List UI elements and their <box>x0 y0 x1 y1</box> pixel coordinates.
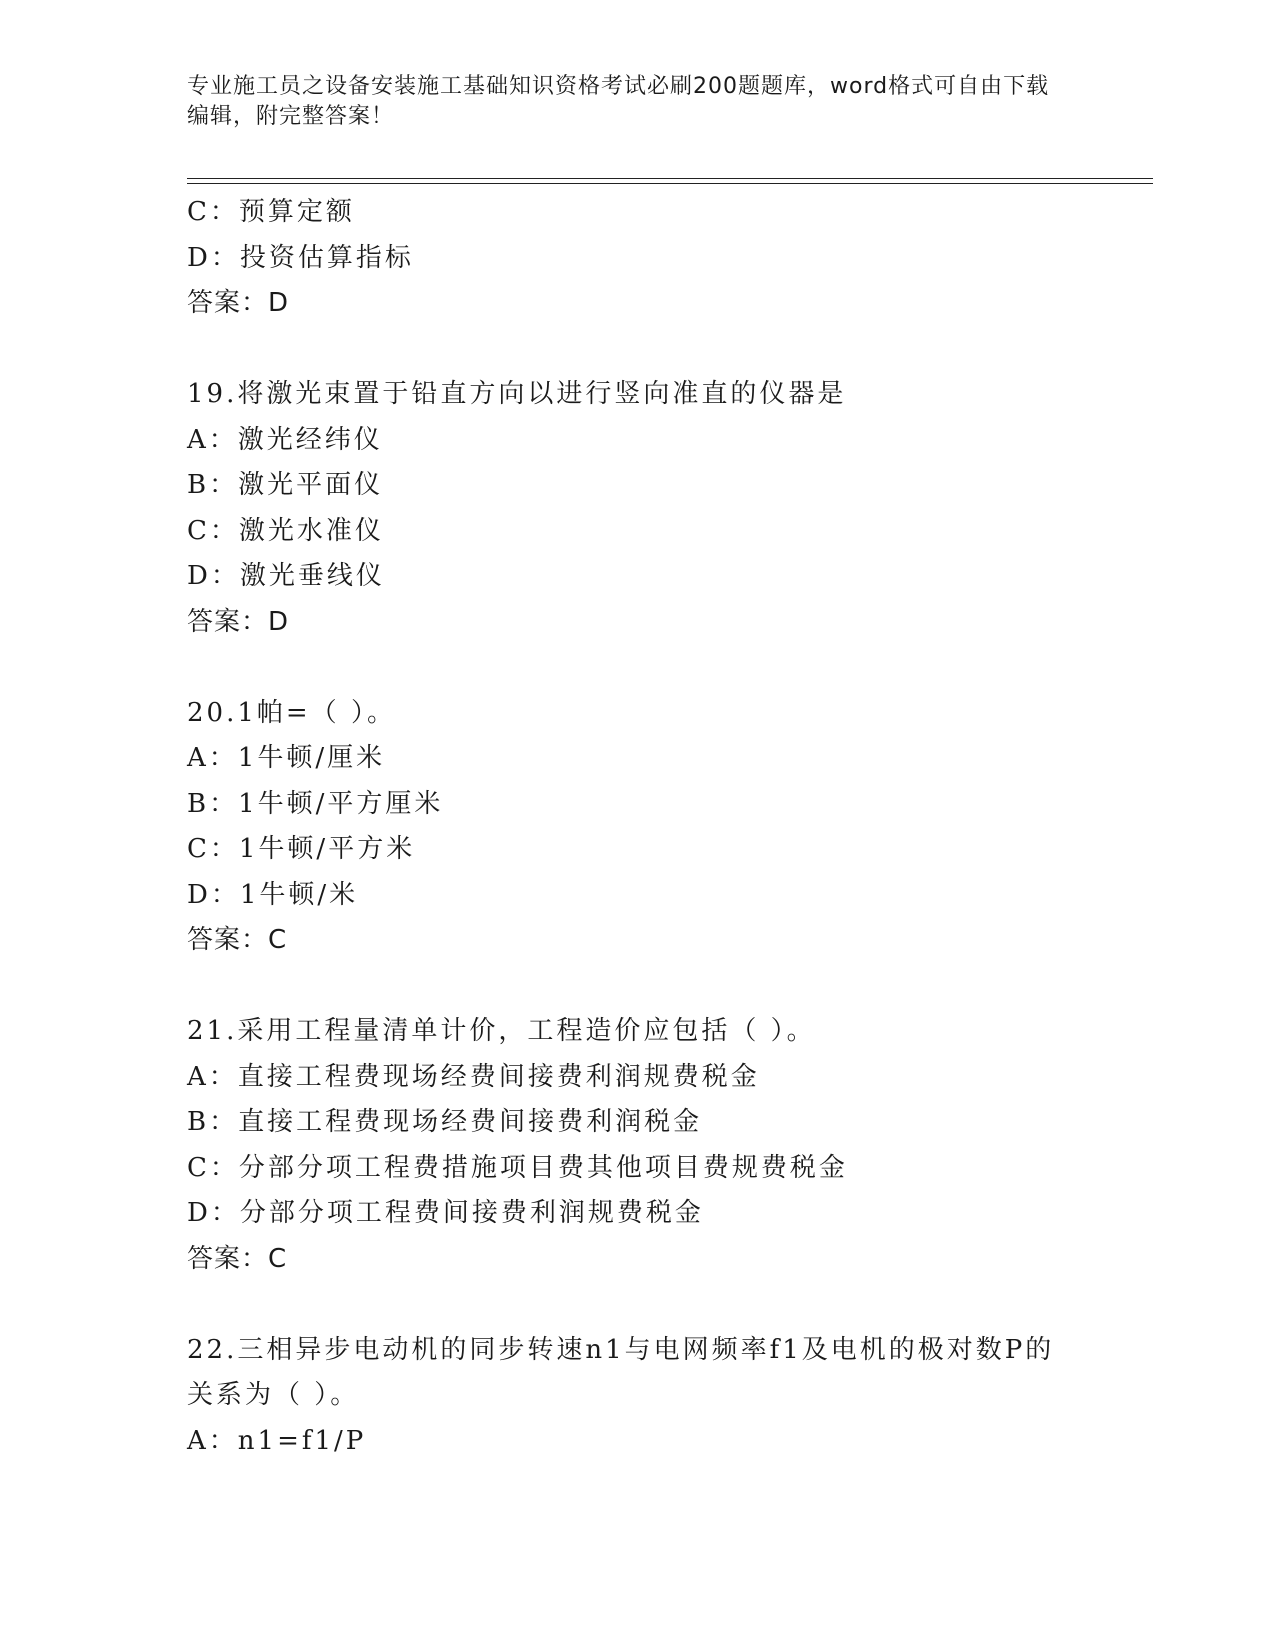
option-b: B：激光平面仪 <box>187 470 384 500</box>
option-a: A：激光经纬仪 <box>187 424 383 455</box>
question-21 <box>187 1009 1087 1282</box>
option-a: A：直接工程费现场经费间接费利润规费税金 <box>187 1061 760 1092</box>
answer-line: 答案：D <box>187 606 290 637</box>
header-divider-top <box>187 178 1153 179</box>
question-stem: 19.将激光束置于铅直方向以进行竖向准直的仪器是 <box>187 379 847 409</box>
option-d: D：激光垂线仪 <box>187 561 385 591</box>
spacer <box>187 327 1087 373</box>
option-c: C：1牛顿/平方米 <box>187 834 416 864</box>
option-c: C：分部分项工程费措施项目费其他项目费规费税金 <box>187 1152 848 1183</box>
option-b: B：直接工程费现场经费间接费利润税金 <box>187 1107 703 1137</box>
option-c: C：预算定额 <box>187 197 355 227</box>
document-title: 专业施工员之设备安装施工基础知识资格考试必刷200题题库，word格式可自由下载编辑，附完整答案！ <box>187 74 1050 129</box>
option-d: D：分部分项工程费间接费利润规费税金 <box>187 1198 704 1228</box>
spacer <box>187 645 1087 691</box>
question-stem: 20.1帕=（ ）。 <box>187 697 396 728</box>
option-b: B：1牛顿/平方厘米 <box>187 788 444 819</box>
answer-line: 答案：D <box>187 288 290 318</box>
question-stem: 22.三相异步电动机的同步转速n1与电网频率f1及电机的极对数P的关系为（ ）。 <box>187 1334 1055 1410</box>
spacer <box>187 964 1087 1010</box>
answer-line: 答案：C <box>187 1243 288 1274</box>
question-19 <box>187 372 1087 645</box>
question-stem: 21.采用工程量清单计价，工程造价应包括（ ）。 <box>187 1016 816 1046</box>
question-22 <box>187 1328 1087 1465</box>
option-c: C：激光水准仪 <box>187 515 384 546</box>
option-a: A：1牛顿/厘米 <box>187 743 386 773</box>
option-d: D：投资估算指标 <box>187 242 414 273</box>
document-header <box>187 72 1067 132</box>
spacer <box>187 1282 1087 1328</box>
answer-line: 答案：C <box>187 925 288 955</box>
option-d: D：1牛顿/米 <box>187 879 359 910</box>
question-20 <box>187 691 1087 964</box>
option-a: A：n1=f1/P <box>187 1425 367 1456</box>
header-divider-bottom <box>187 183 1153 184</box>
question-list <box>187 190 1087 1464</box>
